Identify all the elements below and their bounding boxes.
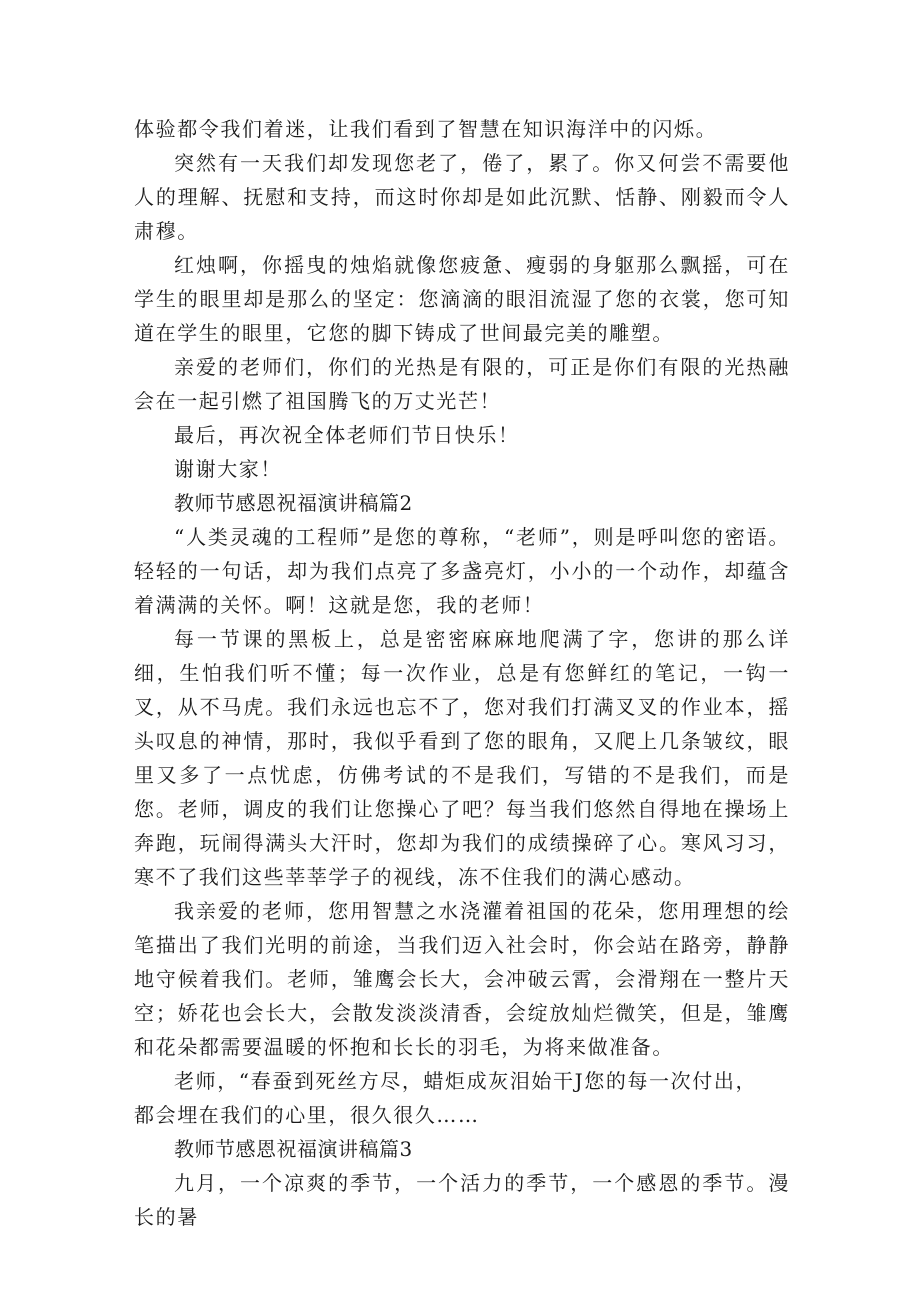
paragraph: 都会埋在我们的心里，很久很久…… <box>134 1103 480 1127</box>
paragraph: 红烛啊，你摇曳的烛焰就像您疲惫、瘦弱的身躯那么飘摇，可在学生的眼里却是那么的坚定：您滴滴的眼泪流湿了您的衣裳，您可知道在学生的眼里，它您的脚下铸成了世间最完美的雕塑。 <box>134 253 790 345</box>
paragraph: 突然有一天我们却发现您老了，倦了，累了。你又何尝不需要他人的理解、抚慰和支持，而这时你却是如此沉默、恬静、刚毅而令人肃穆。 <box>134 151 790 243</box>
section-heading: 教师节感恩祝福演讲稿篇3 <box>174 1137 413 1161</box>
paragraph: 老师，“春蚕到死丝方尽，蜡炬成灰泪始干J您的每一次付出， <box>174 1069 758 1093</box>
paragraph: 九月，一个凉爽的季节，一个活力的季节，一个感恩的季节。漫长的暑 <box>134 1171 790 1229</box>
paragraph: 谢谢大家！ <box>174 457 282 481</box>
document-body <box>134 112 790 1234</box>
paragraph: 每一节课的黑板上，总是密密麻麻地爬满了字，您讲的那么详细，生怕我们听不懂；每一次作业，总是有您鲜红的笔记，一钩一叉，从不马虎。我们永远也忘不了，您对我们打满叉叉的作业本，摇头叹息的神情，那时，我似乎看到了您的眼角，又爬上几条皱纹，眼里又多了一点忧虑，仿佛考试的不是我们，写错的不是我们，而是您。老师，调皮的我们让您操心了吧？每当我们悠然自得地在操场上奔跑，玩闹得满头大汗时，您却为我们的成绩操碎了心。寒风习习，寒不了我们这些莘莘学子的视线，冻不住我们的满心感动。 <box>134 627 790 889</box>
paragraph: 亲爱的老师们，你们的光热是有限的，可正是你们有限的光热融会在一起引燃了祖国腾飞的万丈光芒！ <box>134 355 790 413</box>
paragraph: 我亲爱的老师，您用智慧之水浇灌着祖国的花朵，您用理想的绘笔描出了我们光明的前途，当我们迈入社会时，你会站在路旁，静静地守候着我们。老师，雏鹰会长大，会冲破云霄，会滑翔在一整片天空；娇花也会长大，会散发淡淡清香，会绽放灿烂微笑，但是，雏鹰和花朵都需要温暖的怀抱和长长的羽毛，为将来做准备。 <box>134 899 790 1059</box>
paragraph: 最后，再次祝全体老师们节日快乐！ <box>174 423 520 447</box>
paragraph: “人类灵魂的工程师”是您的尊称，“老师”，则是呼叫您的密语。轻轻的一句话，却为我们点亮了多盏亮灯，小小的一个动作，却蕴含着满满的关怀。啊！这就是您，我的老师！ <box>134 525 790 617</box>
section-heading: 教师节感恩祝福演讲稿篇2 <box>174 491 413 515</box>
paragraph: 体验都令我们着迷，让我们看到了智慧在知识海洋中的闪烁。 <box>134 117 718 141</box>
